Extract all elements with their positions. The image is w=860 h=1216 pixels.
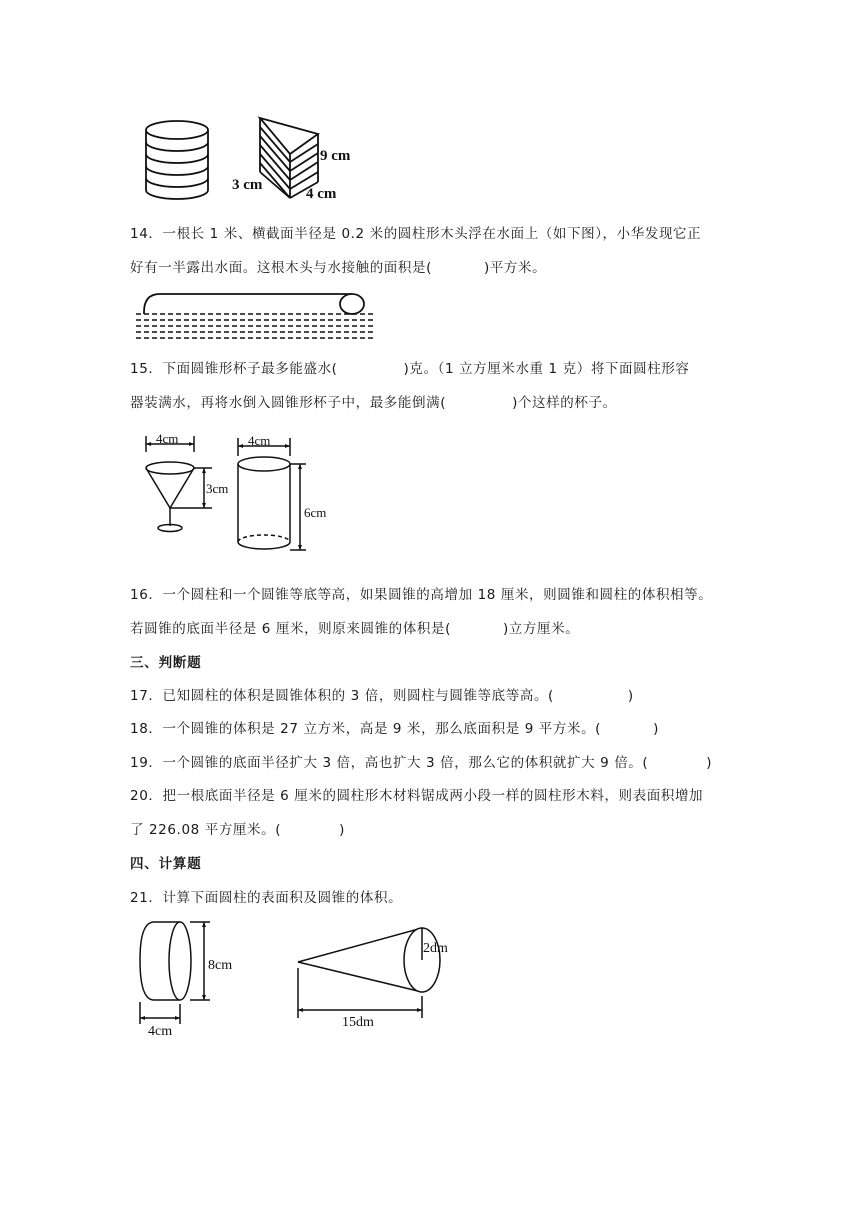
- q19-line: [130, 753, 712, 773]
- q18-text-a: 18．一个圆锥的体积是 27 立方米，高是 9 米，那么底面积是 9 平方米。(: [130, 721, 602, 737]
- q20-text-a: 了 226.08 平方厘米。(: [130, 822, 282, 838]
- q17-text-a: 17．已知圆柱的体积是圆锥体积的 3 倍，则圆柱与圆锥等底等高。(: [130, 688, 554, 704]
- q14-text-a: 好有一半露出水面。这根木头与水接触的面积是(: [130, 260, 432, 276]
- floating-log-figure: [130, 286, 380, 346]
- q20-text-b: ): [339, 822, 345, 838]
- q14-line1: 14．一根长 1 米、横截面半径是 0.2 米的圆柱形木头浮在水面上（如下图），小华发现它正: [130, 226, 702, 242]
- q16-line1: 16．一个圆柱和一个圆锥等底等高，如果圆锥的高增加 18 厘米，则圆锥和圆柱的体积相等。: [130, 587, 713, 603]
- cup-height-label: 3cm: [206, 481, 229, 496]
- label-3cm: 3 cm: [232, 177, 263, 193]
- cylinder-top-label: 4cm: [248, 433, 271, 448]
- q16-text-a: 若圆锥的底面半径是 6 厘米，则原来圆锥的体积是(: [130, 621, 451, 637]
- q16-text-b: )立方厘米。: [502, 621, 580, 637]
- label-4cm: 4 cm: [306, 186, 337, 202]
- q17-text-b: ): [627, 688, 634, 704]
- q17-line: [130, 686, 634, 706]
- q21-cylinder-height-label: 8cm: [208, 958, 233, 973]
- cup-top-label: 4cm: [156, 431, 179, 446]
- q15-line2: [130, 393, 617, 413]
- q15-text-d: )个这样的杯子。: [512, 395, 617, 411]
- q18-text-b: ): [653, 721, 659, 737]
- q14-text-b: )平方米。: [483, 260, 547, 276]
- q20-line1: 20．把一根底面半径是 6 厘米的圆柱形木材料锯成两小段一样的圆柱形木料，则表面积增加: [130, 788, 704, 804]
- q21-cone-length-label: 15dm: [342, 1015, 374, 1030]
- section-4-title: 四、计算题: [130, 856, 202, 872]
- q18-line: [130, 719, 659, 739]
- q19-text-a: 19．一个圆锥的底面半径扩大 3 倍，高也扩大 3 倍，那么它的体积就扩大 9 倍。(: [130, 755, 649, 771]
- q21-figures: [130, 914, 470, 1042]
- q14-line2: [130, 258, 546, 278]
- label-9cm: 9 cm: [320, 148, 351, 164]
- section-3-title: 三、判断题: [130, 655, 202, 671]
- q15-text-b: )克。（1 立方厘米水重 1 克）将下面圆柱形容: [403, 361, 690, 377]
- q19-text-b: ): [706, 755, 713, 771]
- q16-line2: [130, 619, 579, 639]
- q20-line2: [130, 820, 345, 840]
- q15-text-a: 15．下面圆锥形杯子最多能盛水(: [130, 361, 338, 377]
- cup-and-cylinder-figure: [140, 432, 350, 560]
- q21-cylinder-width-label: 4cm: [148, 1024, 173, 1039]
- stacked-figures: [140, 112, 370, 212]
- q21-line1: 21．计算下面圆柱的表面积及圆锥的体积。: [130, 890, 403, 906]
- q15-text-c: 器装满水，再将水倒入圆锥形杯子中，最多能倒满(: [130, 395, 447, 411]
- q15-line1: [130, 359, 690, 379]
- q21-cone-radius-label: 2dm: [423, 941, 448, 956]
- cylinder-height-label: 6cm: [304, 505, 327, 520]
